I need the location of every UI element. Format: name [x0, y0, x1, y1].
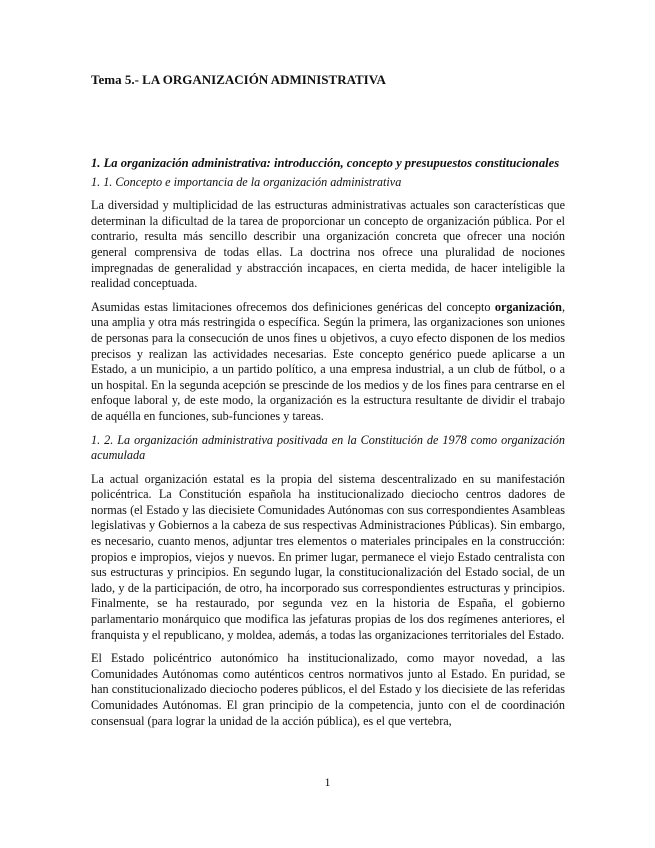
paragraph-2-text-before: Asumidas estas limitaciones ofrecemos dos definiciones genéricas del concepto — [91, 299, 495, 314]
subsection-heading-1-1: 1. 1. Concepto e importancia de la organización administrativa — [91, 174, 402, 189]
document-title: Tema 5.- LA ORGANIZACIÓN ADMINISTRATIVA — [91, 72, 386, 87]
section-heading-1: 1. La organización administrativa: introducción, concepto y presupuestos constitucionales — [91, 156, 560, 170]
document-body — [91, 156, 565, 729]
page-number: 1 — [324, 775, 331, 789]
paragraph-3: La actual organización estatal es la propia del sistema descentralizado en su manifestación policéntrica. La Constitución española ha institucionalizado dieciocho centros dadores de normas (el Estado y las diecisiete Comunidades Autónomas con sus correspondientes Asambleas legislativas y Gobiernos a la cabeza de sus respectivas Administraciones Públicas). Sin embargo, es necesario, cuanto menos, adjuntar tres elementos o materiales principales en la construcción: propios e impropios, viejos y nuevos. En primer lugar, permanece el viejo Estado centralista con sus estructuras y principios. En segundo lugar, la constitucionalización del Estado social, de un lado, y de la participación, de otro, ha incorporado sus correspondientes estructuras y principios. Finalmente, se ha restaurado, por segunda vez en la historia de España, el gobierno parlamentario monárquico que modifica las jefaturas propias de los dos regímenes anteriores, el franquista y el republicano, y moldea, además, a todas las organizaciones territoriales del Estado. — [91, 471, 565, 642]
paragraph-2-text-after: , una amplia y otra más restringida o específica. Según la primera, las organizaciones son uniones de personas para la consecución de unos fines u objetivos, a cuyo efecto disponen de los medios precisos y realizan las actividades necesarias. Este concepto genérico puede aplicarse a un Estado, a un municipio, a un partido político, a una empresa industrial, a un club de fútbol, o a un hospital. En la segunda acepción se prescinde de los medios y de los fines para centrarse en el enfoque laboral y, de este modo, la organización es la estructura resultante de dividir el trabajo de aquélla en funciones, sub-funciones y tareas. — [91, 299, 565, 423]
paragraph-1: La diversidad y multiplicidad de las estructuras administrativas actuales son características que determinan la dificultad de la tarea de proporcionar un concepto de organización pública. Por el contrario, resulta más sencillo describir una organización concreta que ofrecer una noción general comprensiva de todas ellas. La doctrina nos ofrece una pluralidad de nociones impregnadas de generalidad y abstracción incapaces, en cierta medida, de hacer inteligible la realidad conceptuada. — [91, 198, 565, 291]
paragraph-4: El Estado policéntrico autonómico ha institucionalizado, como mayor novedad, a las Comunidades Autónomas como auténticos centros normativos junto al Estado. En puridad, se han constitucionalizado dieciocho poderes públicos, el del Estado y los diecisiete de las referidas Comunidades Autónomas. El gran principio de la competencia, junto con el de coordinación consensual (para lograr la unidad de la acción pública), es el que vertebra, — [91, 651, 565, 728]
paragraph-2 — [91, 300, 565, 425]
subsection-heading-1-2: 1. 2. La organización administrativa positivada en la Constitución de 1978 como organización acumulada — [91, 432, 565, 463]
paragraph-2-bold-term: organización — [494, 299, 562, 314]
